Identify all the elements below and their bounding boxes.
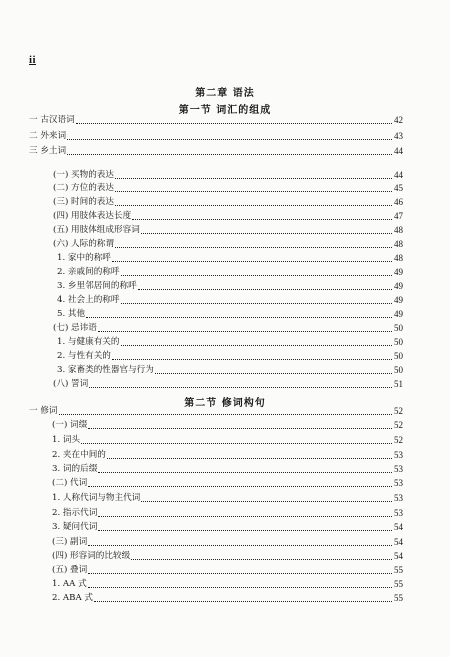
leader-dots xyxy=(98,515,392,517)
toc-entry[interactable] xyxy=(53,378,403,391)
toc-entry-page: 48 xyxy=(394,239,403,249)
toc-entry[interactable] xyxy=(53,196,403,209)
leader-dots xyxy=(115,246,392,248)
toc-entry-page: 45 xyxy=(394,183,403,193)
chapter-title: 第二章 语法 xyxy=(195,88,255,99)
toc-entry-page: 55 xyxy=(394,593,403,603)
leader-dots xyxy=(94,600,392,602)
toc-entry-text: (四) 用肢体表达长度 xyxy=(53,211,132,221)
toc-entry[interactable] xyxy=(52,463,403,476)
leader-dots xyxy=(88,586,392,588)
leader-dots xyxy=(98,330,392,332)
toc-entry-text: (五) 用肢体组成形容词 xyxy=(53,225,140,235)
leader-dots xyxy=(131,558,392,560)
toc-entry[interactable] xyxy=(52,578,403,591)
leader-dots xyxy=(141,500,392,502)
leader-dots xyxy=(86,316,392,318)
toc-entry-text: 3. 家畜类的性器官与行为 xyxy=(57,365,154,375)
toc-entry-text: 4. 社会上的称呼 xyxy=(57,295,120,305)
leader-dots xyxy=(81,442,392,444)
leader-dots xyxy=(59,413,392,415)
toc-entry[interactable] xyxy=(52,521,403,534)
toc-entry-page: 42 xyxy=(394,115,403,125)
toc-entry-text: 二 外来词 xyxy=(29,131,67,141)
section-title: 第二节 修词构句 xyxy=(184,398,266,409)
toc-entry-page: 49 xyxy=(394,295,403,305)
leader-dots xyxy=(115,190,392,192)
toc-entry[interactable] xyxy=(53,322,403,335)
leader-dots xyxy=(107,457,392,459)
leader-dots xyxy=(76,122,392,124)
leader-dots xyxy=(67,138,392,140)
toc-entry[interactable] xyxy=(52,419,403,432)
leader-dots xyxy=(121,344,393,346)
toc-entry-page: 46 xyxy=(394,197,403,207)
toc-entry-page: 43 xyxy=(394,131,403,141)
toc-entry[interactable] xyxy=(57,364,403,377)
toc-entry[interactable] xyxy=(52,449,403,462)
toc-entry-text: (一) 词缀 xyxy=(52,420,88,430)
toc-entry[interactable] xyxy=(53,210,403,223)
toc-entry-text: 2. 与性有关的 xyxy=(57,351,111,361)
toc-entry-text: (四) 形容词的比较级 xyxy=(52,551,131,561)
toc-entry-text: (八) 詈词 xyxy=(53,379,89,389)
section-title: 第一节 词汇的组成 xyxy=(178,105,272,116)
toc-entry-page: 48 xyxy=(394,225,403,235)
toc-entry-text: (二) 方位的表达 xyxy=(53,183,114,193)
leader-dots xyxy=(121,302,393,304)
toc-entry-page: 49 xyxy=(394,309,403,319)
leader-dots xyxy=(88,572,392,574)
leader-dots xyxy=(155,372,392,374)
toc-entry-page: 50 xyxy=(394,351,403,361)
toc-entry-text: (三) 副词 xyxy=(52,537,88,547)
toc-entry-text: 一 修词 xyxy=(29,406,58,416)
toc-entry[interactable] xyxy=(53,169,403,182)
toc-entry-text: 2. 指示代词 xyxy=(52,508,98,518)
leader-dots xyxy=(98,471,392,473)
toc-entry-text: 5. 其他 xyxy=(57,309,86,319)
toc-entry-text: 2. ABA 式 xyxy=(52,593,93,603)
toc-entry-page: 54 xyxy=(394,522,403,532)
leader-dots xyxy=(115,204,392,206)
toc-entry-text: 三 乡土词 xyxy=(29,146,67,156)
toc-entry[interactable] xyxy=(52,550,403,563)
toc-entry-text: 3. 疑问代词 xyxy=(52,522,98,532)
toc-entry[interactable] xyxy=(57,266,403,279)
leader-dots xyxy=(98,529,392,531)
toc-entry[interactable] xyxy=(53,224,403,237)
toc-entry-page: 51 xyxy=(394,379,403,389)
toc-entry-page: 49 xyxy=(394,267,403,277)
toc-entry[interactable] xyxy=(53,182,403,195)
toc-entry-page: 50 xyxy=(394,365,403,375)
leader-dots xyxy=(67,153,392,155)
toc-entry-page: 49 xyxy=(394,281,403,291)
toc-entry-text: (七) 忌讳语 xyxy=(53,323,97,333)
leader-dots xyxy=(112,260,392,262)
toc-entry-page: 47 xyxy=(394,211,403,221)
toc-entry[interactable] xyxy=(52,477,403,490)
toc-entry-page: 44 xyxy=(394,170,403,180)
toc-entry-page: 53 xyxy=(394,464,403,474)
toc-entry[interactable] xyxy=(57,350,403,363)
leader-dots xyxy=(112,358,392,360)
leader-dots xyxy=(132,218,392,220)
leader-dots xyxy=(121,274,393,276)
toc-entry-page: 52 xyxy=(394,435,403,445)
toc-entry-text: 1. 与健康有关的 xyxy=(57,337,120,347)
toc-entry[interactable] xyxy=(57,294,403,307)
toc-entry-text: (三) 时间的表达 xyxy=(53,197,114,207)
toc-entry-page: 50 xyxy=(394,337,403,347)
toc-entry-text: 1. 人称代词与物主代词 xyxy=(52,493,141,503)
toc-entry-text: (六) 人际的称谓 xyxy=(53,239,114,249)
toc-entry-page: 48 xyxy=(394,253,403,263)
toc-entry-text: 2. 亲戚间的称呼 xyxy=(57,267,120,277)
toc-entry-page: 53 xyxy=(394,478,403,488)
toc-entry-page: 52 xyxy=(394,406,403,416)
toc-entry[interactable] xyxy=(52,592,403,605)
toc-entry[interactable] xyxy=(52,564,403,577)
toc-entry-text: (二) 代词 xyxy=(52,478,88,488)
toc-entry-text: 1. 家中的称呼 xyxy=(57,253,111,263)
toc-entry[interactable] xyxy=(52,507,403,520)
toc-entry-text: (五) 叠词 xyxy=(52,565,88,575)
leader-dots xyxy=(88,485,392,487)
toc-entry-page: 54 xyxy=(394,537,403,547)
page-number: ii xyxy=(29,54,37,66)
toc-entry[interactable] xyxy=(52,492,403,505)
toc-entry[interactable] xyxy=(29,114,403,127)
toc-entry-text: 一 古汉语词 xyxy=(29,115,75,125)
toc-entry-page: 55 xyxy=(394,579,403,589)
toc-entry[interactable] xyxy=(52,536,403,549)
toc-entry-page: 54 xyxy=(394,551,403,561)
toc-entry-page: 55 xyxy=(394,565,403,575)
toc-entry-text: 3. 词的后缀 xyxy=(52,464,98,474)
toc-entry[interactable] xyxy=(57,280,403,293)
leader-dots xyxy=(89,386,392,388)
leader-dots xyxy=(88,427,392,429)
toc-entry[interactable] xyxy=(57,336,403,349)
toc-entry-text: 1. AA 式 xyxy=(52,579,87,589)
toc-entry-page: 52 xyxy=(394,420,403,430)
leader-dots xyxy=(115,177,392,179)
toc-entry[interactable] xyxy=(29,145,403,158)
toc-entry-page: 53 xyxy=(394,493,403,503)
toc-entry-text: 1. 词头 xyxy=(52,435,81,445)
toc-entry-page: 53 xyxy=(394,450,403,460)
toc-entry-page: 53 xyxy=(394,508,403,518)
toc-entry-page: 44 xyxy=(394,146,403,156)
toc-entry[interactable] xyxy=(52,434,403,447)
toc-entry-page: 50 xyxy=(394,323,403,333)
toc-entry-text: 3. 乡里邻居间的称呼 xyxy=(57,281,137,291)
leader-dots xyxy=(141,232,392,234)
toc-entry-text: (一) 买物的表达 xyxy=(53,170,114,180)
leader-dots xyxy=(138,288,392,290)
leader-dots xyxy=(88,544,392,546)
toc-entry[interactable] xyxy=(53,238,403,251)
toc-entry-text: 2. 夹在中间的 xyxy=(52,450,106,460)
toc-entry[interactable] xyxy=(29,130,403,143)
toc-entry[interactable] xyxy=(29,405,403,418)
toc-entry[interactable] xyxy=(57,308,403,321)
toc-entry[interactable] xyxy=(57,252,403,265)
